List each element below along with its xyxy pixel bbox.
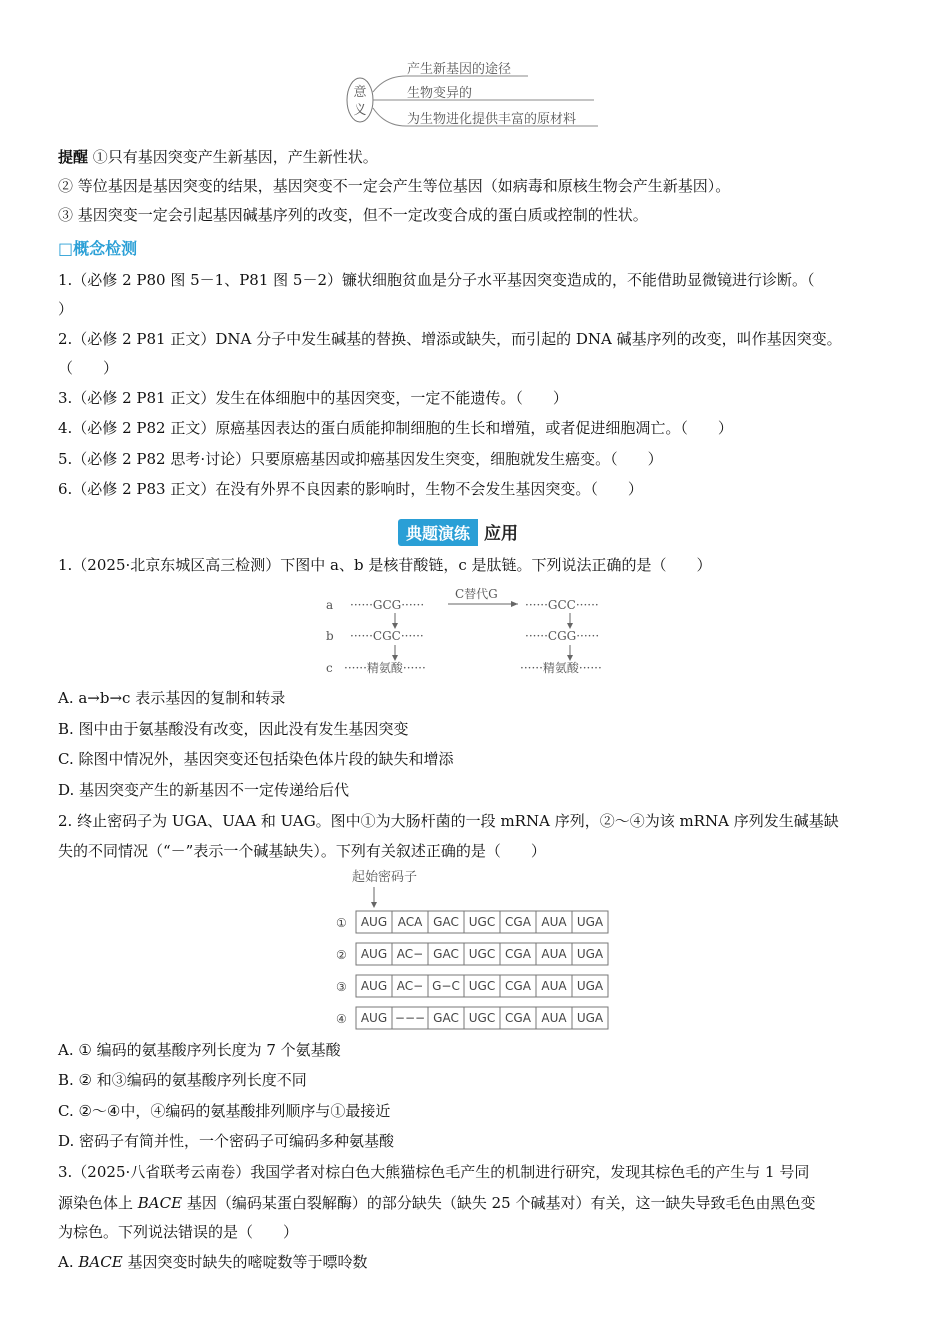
fig-label-b: b <box>326 629 334 643</box>
tip-line-2: ② 等位基因是基因突变的结果，基因突变不一定会产生等位基因（如病毒和原核生物会产生新基因）。 <box>58 177 731 195</box>
concept-q4: 4.（必修 2 P82 正文）原癌基因表达的蛋白质能抑制细胞的生长和增殖，或者促进细胞凋亡。（ ） <box>58 419 733 437</box>
codon-cell: AUA <box>541 1011 567 1025</box>
codon-cell: GAC <box>433 915 459 929</box>
meaning-branch-3: 为生物进化提供丰富的原材料 <box>407 112 577 127</box>
p1-option-a: A. a→b→c 表示基因的复制和转录 <box>58 689 286 707</box>
p3-gene-name: BACE <box>137 1194 183 1212</box>
codon-cell: CGA <box>505 947 531 961</box>
concept-q1-bracket: ） <box>58 300 74 318</box>
p2-option-d: D. 密码子有简并性，一个密码子可编码多种氨基酸 <box>58 1132 395 1150</box>
p2-option-c: C. ②～④中，④编码的氨基酸排列顺序与①最接近 <box>58 1102 391 1120</box>
meaning-branch-2: 生物变异的 <box>407 86 473 101</box>
p3-option-a-gene: BACE <box>78 1253 123 1271</box>
tip-label: 提醒 <box>58 148 89 166</box>
concept-q2: 2.（必修 2 P81 正文）DNA 分子中发生碱基的替换、增添或缺失，而引起的 DNA 碱基序列的改变，叫作基因突变。 <box>58 330 842 348</box>
codon-cell: UGA <box>576 979 604 993</box>
p2-stem-2: 失的不同情况（“－”表示一个碱基缺失）。下列有关叙述正确的是（ ） <box>58 842 546 860</box>
codon-cell: AUA <box>541 979 567 993</box>
fig-label-c: c <box>326 661 333 675</box>
mrna-row-label: ① <box>336 916 347 930</box>
tip-line-1 <box>58 147 378 167</box>
tip-1: ①只有基因突变产生新基因，产生新性状。 <box>92 148 378 166</box>
p1-option-c: C. 除图中情况外，基因突变还包括染色体片段的缺失和增添 <box>58 750 454 768</box>
banner-left: 典题演练 <box>398 519 478 546</box>
codon-cell: UGA <box>576 947 604 961</box>
concept-q2-bracket: （ ） <box>58 359 119 377</box>
mrna-row-label: ② <box>336 948 347 962</box>
p3-stem-2-pre: 源染色体上 <box>58 1194 138 1212</box>
p2-option-a: A. ① 编码的氨基酸序列长度为 7 个氨基酸 <box>58 1041 341 1059</box>
codon-cell: CGA <box>505 1011 531 1025</box>
p1-figure <box>320 585 640 680</box>
concept-q6: 6.（必修 2 P83 正文）在没有外界不良因素的影响时，生物不会发生基因突变。（ ） <box>58 480 643 498</box>
codon-cell: UGC <box>468 915 496 929</box>
codon-cell: ACA <box>397 915 423 929</box>
concept-heading: □概念检测 <box>58 239 138 258</box>
p3-stem-2 <box>58 1193 815 1213</box>
p2-figure <box>330 865 620 1035</box>
p3-option-a-pre: A. <box>58 1253 79 1271</box>
fig-label-a: a <box>326 598 334 612</box>
codon-cell: CGA <box>505 915 531 929</box>
codon-cell: UGC <box>468 1011 496 1025</box>
fig-arrow-label: C替代G <box>455 587 498 601</box>
practice-banner <box>398 518 524 544</box>
fig-a-left: ······GCG······ <box>350 598 425 612</box>
codon-cell: UGA <box>576 1011 604 1025</box>
start-codon-label: 起始密码子 <box>352 870 418 885</box>
codon-cell: UGC <box>468 947 496 961</box>
mrna-row-label: ④ <box>336 1012 347 1026</box>
p3-stem-3: 为棕色。下列说法错误的是（ ） <box>58 1223 299 1241</box>
mrna-row-label: ③ <box>336 980 347 994</box>
banner-right: 应用 <box>484 524 519 544</box>
meaning-center-2: 义 <box>353 103 367 118</box>
codon-cell: AUG <box>360 947 388 961</box>
codon-cell: AC− <box>396 947 424 961</box>
codon-cell: AUG <box>360 1011 388 1025</box>
codon-cell: CGA <box>505 979 531 993</box>
meaning-map <box>340 60 620 140</box>
codon-cell: GAC <box>433 1011 459 1025</box>
p1-stem: 1.（2025·北京东城区高三检测）下图中 a、b 是核苷酸链，c 是肽链。下列说法正确的是（ ） <box>58 556 712 574</box>
fig-c-right: ······精氨酸······ <box>520 661 602 675</box>
codon-cell: GAC <box>433 947 459 961</box>
meaning-branch-1: 产生新基因的途径 <box>407 62 512 77</box>
codon-cell: UGA <box>576 915 604 929</box>
concept-q3: 3.（必修 2 P81 正文）发生在体细胞中的基因突变，一定不能遗传。（ ） <box>58 389 568 407</box>
p3-option-a <box>58 1252 367 1272</box>
p1-option-d: D. 基因突变产生的新基因不一定传递给后代 <box>58 781 350 799</box>
codon-cell: UGC <box>468 979 496 993</box>
codon-cell: AUA <box>541 915 567 929</box>
codon-cell: −−− <box>394 1011 426 1025</box>
fig-b-right: ······CGG······ <box>525 629 600 643</box>
concept-q1: 1.（必修 2 P80 图 5－1、P81 图 5－2）镰状细胞贫血是分子水平基因突变造成的，不能借助显微镜进行诊断。（ <box>58 271 815 289</box>
fig-b-left: ······CGC······ <box>350 629 424 643</box>
p2-stem-1: 2. 终止密码子为 UGA、UAA 和 UAG。图中①为大肠杆菌的一段 mRNA 序列，②～④为该 mRNA 序列发生碱基缺 <box>58 812 839 830</box>
p1-figure-graphic <box>320 585 640 680</box>
codon-cell: AUG <box>360 979 388 993</box>
p1-option-b: B. 图中由于氨基酸没有改变，因此没有发生基因突变 <box>58 720 409 738</box>
p3-stem-1: 3.（2025·八省联考云南卷）我国学者对棕白色大熊猫棕色毛产生的机制进行研究，发现其棕色毛的产生与 1 号同 <box>58 1163 810 1181</box>
p3-stem-2-post: 基因（编码某蛋白裂解酶）的部分缺失（缺失 25 个碱基对）有关，这一缺失导致毛色由黑色变 <box>182 1194 816 1212</box>
codon-cell: AC− <box>396 979 424 993</box>
codon-cell: AUG <box>360 915 388 929</box>
p3-option-a-post: 基因突变时缺失的嘧啶数等于嘌呤数 <box>122 1253 368 1271</box>
tip-line-3: ③ 基因突变一定会引起基因碱基序列的改变，但不一定改变合成的蛋白质或控制的性状。 <box>58 206 648 224</box>
meaning-center-1: 意 <box>353 85 367 100</box>
meaning-map-graphic <box>340 60 620 140</box>
p2-option-b: B. ② 和③编码的氨基酸序列长度不同 <box>58 1071 307 1089</box>
concept-q5: 5.（必修 2 P82 思考·讨论）只要原癌基因或抑癌基因发生突变，细胞就发生癌变。（ ） <box>58 450 663 468</box>
codon-cell: AUA <box>541 947 567 961</box>
mrna-figure-graphic <box>330 865 620 1035</box>
fig-a-right: ······GCC······ <box>525 598 599 612</box>
codon-cell: G−C <box>432 979 460 993</box>
fig-c-left: ······精氨酸······ <box>344 661 426 675</box>
